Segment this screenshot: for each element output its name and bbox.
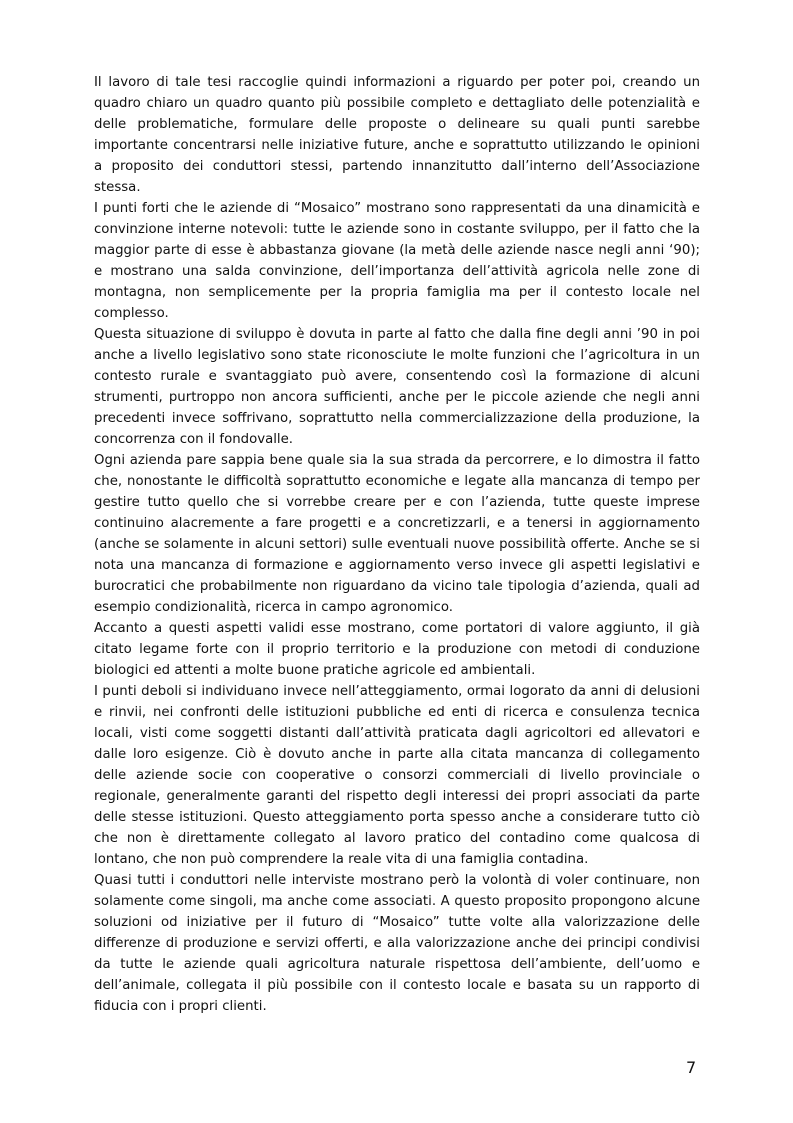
paragraph-5: Accanto a questi aspetti validi esse mostrano, come portatori di valore aggiunto, il già citato legame forte con il proprio territorio e la produzione con metodi di conduzione biologici ed attenti a molte buone pratiche agricole ed ambientali. [94, 621, 700, 678]
body-text [94, 72, 700, 1017]
paragraph-2: I punti forti che le aziende di “Mosaico” mostrano sono rappresentati da una dinamicità e convinzione interne notevoli: tutte le aziende sono in costante sviluppo, per il fatto che la maggior parte di esse è abbastanza giovane (la metà delle aziende nasce negli anni ‘90); e mostrano una salda convinzione, dell’importanza dell’attività agricola nelle zone di montagna, non semplicemente per la propria famiglia ma per il contesto locale nel complesso. [94, 201, 700, 321]
paragraph-1: Il lavoro di tale tesi raccoglie quindi informazioni a riguardo per poter poi, creando un quadro chiaro un quadro quanto più possibile completo e dettagliato delle potenzialità e delle problematiche, formulare delle proposte o delineare su quali punti sarebbe importante concentrarsi nelle iniziative future, anche e soprattutto utilizzando le opinioni a proposito dei conduttori stessi, partendo innanzitutto dall’interno dell’Associazione stessa. [94, 75, 700, 195]
paragraph-6: I punti deboli si individuano invece nell’atteggiamento, ormai logorato da anni di delusioni e rinvii, nei confronti delle istituzioni pubbliche ed enti di ricerca e consulenza tecnica locali, visti come soggetti distanti dall’attività praticata dagli agricoltori ed allevatori e dalle loro esigenze. Ciò è dovuto anche in parte alla citata mancanza di collegamento delle aziende socie con cooperative o consorzi commerciali di livello provinciale o regionale, generalmente garanti del rispetto degli interessi dei propri associati da parte delle stesse istituzioni. Questo atteggiamento porta spesso anche a considerare tutto ciò che non è direttamente collegato al lavoro pratico del contadino come qualcosa di lontano, che non può comprendere la reale vita di una famiglia contadina. [94, 684, 700, 867]
paragraph-4: Ogni azienda pare sappia bene quale sia la sua strada da percorrere, e lo dimostra il fatto che, nonostante le difficoltà soprattutto economiche e legate alla mancanza di tempo per gestire tutto quello che si vorrebbe creare per e con l’azienda, tutte queste imprese continuino alacremente a fare progetti e a concretizzarli, e a tenersi in aggiornamento (anche se solamente in alcuni settori) sulle eventuali nuove possibilità offerte. Anche se si nota una mancanza di formazione e aggiornamento verso invece gli aspetti legislativi e burocratici che probabilmente non riguardano da vicino tale tipologia d’azienda, quali ad esempio condizionalità, ricerca in campo agronomico. [94, 453, 700, 615]
paragraph-3: Questa situazione di sviluppo è dovuta in parte al fatto che dalla fine degli anni ’90 in poi anche a livello legislativo sono state riconosciute le molte funzioni che l’agricoltura in un contesto rurale e svantaggiato può avere, consentendo così la formazione di alcuni strumenti, purtroppo non ancora sufficienti, anche per le piccole aziende che negli anni precedenti invece soffrivano, soprattutto nella commercializzazione della produzione, la concorrenza con il fondovalle. [94, 327, 700, 447]
page-number: 7 [686, 1058, 697, 1077]
paragraph-7: Quasi tutti i conduttori nelle interviste mostrano però la volontà di voler continuare, non solamente come singoli, ma anche come associati. A questo proposito propongono alcune soluzioni od iniziative per il futuro di “Mosaico” tutte volte alla valorizzazione delle differenze di produzione e servizi offerti, e alla valorizzazione anche dei principi condivisi da tutte le aziende quali agricoltura naturale rispettosa dell’ambiente, dell’uomo e dell’animale, collegata il più possibile con il contesto locale e basata su un rapporto di fiducia con i propri clienti. [94, 873, 700, 1014]
